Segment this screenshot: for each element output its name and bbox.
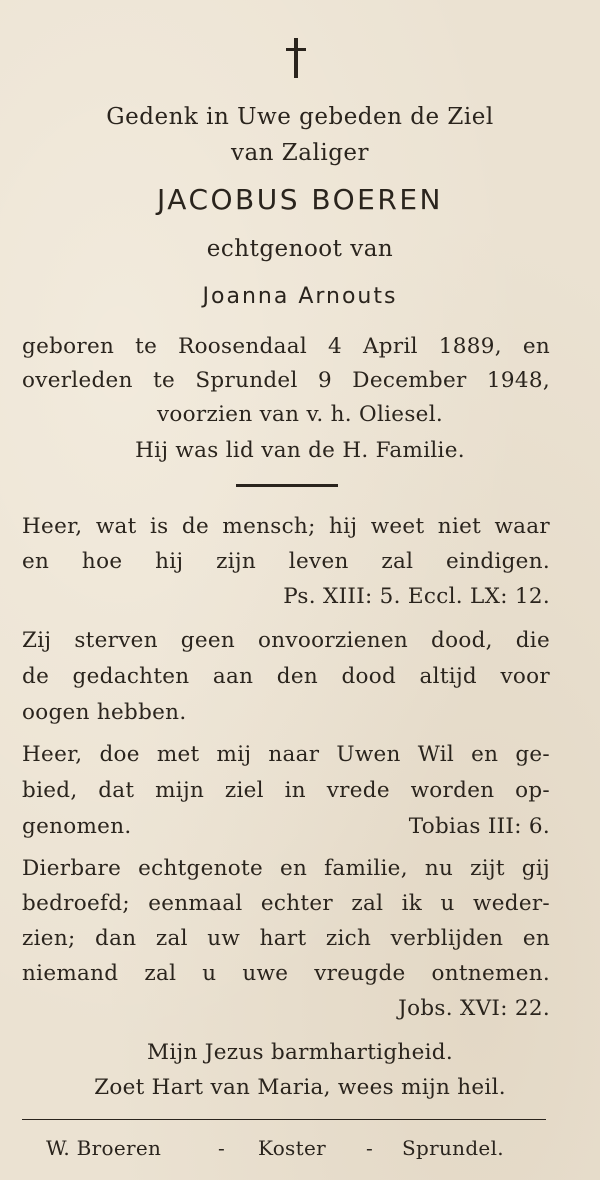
spouse-label: echtgenoot van [206, 236, 394, 262]
footer-place: Sprundel. [402, 1136, 504, 1160]
verse-4-line-4: niemand zal u uwe vreugde ontnemen. [22, 961, 550, 986]
footer-printer: W. Broeren [46, 1136, 162, 1160]
footer-rule [22, 1119, 546, 1120]
death-line: overleden te Sprundel 9 December 1948, [22, 368, 550, 393]
verse-4-line-2: bedroefd; eenmaal echter zal ik u weder- [22, 891, 550, 916]
ornament-divider [236, 484, 338, 487]
verse-3-line-2: bied, dat mijn ziel in vrede worden op- [22, 778, 550, 803]
verse-4-line-1: Dierbare echtgenote en familie, nu zijt gij [22, 856, 550, 881]
intro-line-1: Gedenk in Uwe gebeden de Ziel [106, 104, 494, 130]
verse-2-line-2: de gedachten aan den dood altijd voor [22, 664, 550, 689]
verse-2-line-3: oogen hebben. [22, 700, 187, 725]
sacrament-line: voorzien van v. h. Oliesel. [156, 402, 443, 427]
verse-3-line-1: Heer, doe met mij naar Uwen Wil en ge- [22, 742, 550, 767]
verse-2-line-1: Zij sterven geen onvoorzienen dood, die [22, 628, 550, 653]
spouse-name: Joanna Arnouts [202, 284, 398, 309]
footer-role: Koster [258, 1136, 326, 1160]
closing-prayer-2: Zoet Hart van Maria, wees mijn heil. [94, 1075, 506, 1100]
verse-1-line-2: en hoe hij zijn leven zal eindigen. [22, 549, 550, 574]
verse-3-reference: Tobias III: 6. [408, 814, 550, 839]
verse-4-reference: Jobs. XVI: 22. [398, 996, 550, 1021]
membership-line: Hij was lid van de H. Familie. [135, 438, 465, 463]
closing-prayer-1: Mijn Jezus barmhartigheid. [147, 1040, 453, 1065]
cross-icon [286, 38, 306, 78]
verse-3-line-3: genomen. [22, 814, 132, 839]
verse-4-line-3: zien; dan zal uw hart zich verblijden en [22, 926, 550, 951]
intro-line-2: van Zaliger [230, 140, 370, 166]
birth-line: geboren te Roosendaal 4 April 1889, en [22, 334, 550, 359]
verse-1-line-1: Heer, wat is de mensch; hij weet niet waar [22, 514, 550, 539]
verse-1-reference: Ps. XIII: 5. Eccl. LX: 12. [283, 584, 550, 609]
footer-separator-2: - [366, 1136, 374, 1160]
footer-separator-1: - [218, 1136, 226, 1160]
deceased-name: JACOBUS BOEREN [157, 183, 443, 216]
